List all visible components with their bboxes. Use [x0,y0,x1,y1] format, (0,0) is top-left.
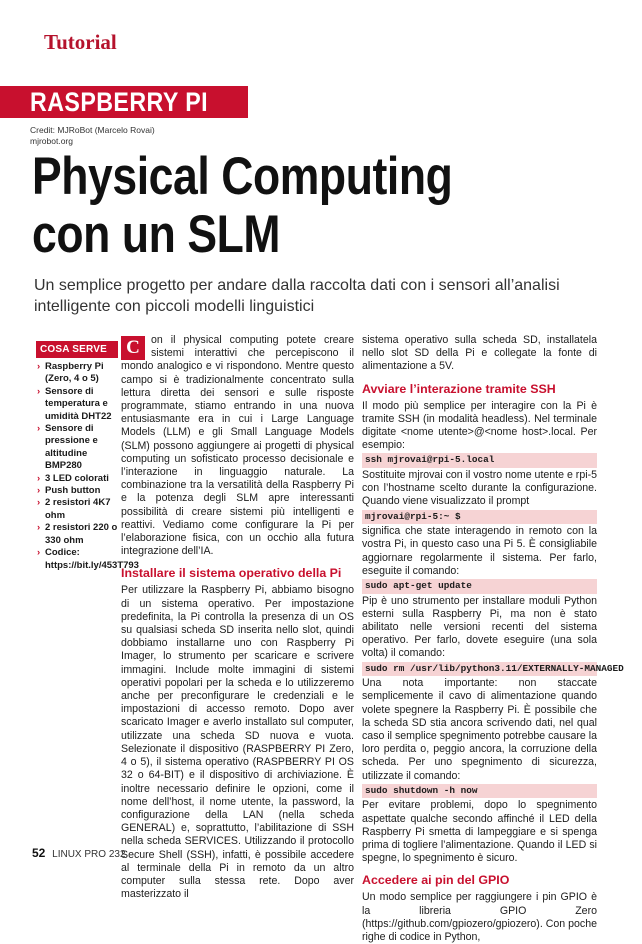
title-line-2: con un SLM [32,205,281,264]
requirement-item: › Push button [36,485,118,497]
credit-line: Credit: MJRoBot (Marcelo Rovai) [30,125,155,135]
heading-gpio: Accedere ai pin del GPIO [362,873,510,888]
paragraph: Per evitare problemi, dopo lo spegnimento aspettate qualche secondo affinché il LED della Raspberry Pi smetta di lampeggiare e si spenga prima di togliere l’alimentazione. Quando il LED si spegne, lo spegnimento è sicuro. [362,799,597,865]
requirement-item: › 2 resistori 4K7 ohm [36,497,118,522]
code-command: mjrovai@rpi-5:~ $ [362,510,597,525]
install-os-paragraph: Per utilizzare la Raspberry Pi, abbiamo bisogno di un sistema operativo. Per impostazione predefinita, la Pi controlla la presenza di un OS su qualsiasi scheda SD inserita nello slot, quindi dobbiamo installarne uno con Raspberry Pi Imager, lo strumento per scaricare e scrivere immagini. Include molte immagini di sistemi operativi popolari per la scheda e lo utilizzeremo anche per preconfigurare le credenziali e le impostazioni di accesso remoto. Dopo aver scaricato Imager e averlo installato sul computer, utilizzate una scheda SD nuova e vuota. Selezionate il dispositivo (RASPBERRY PI Zero, 4 o 5), il sistema operativo (RASPBERRY PI OS 32 o 64-BIT) e il dispositivo di archiviazione. È inoltre necessario definire le opzioni, come il nome dell’host, il nome utente, la password, la configurazione della LAN (nella scheda GENERAL) e, soprattutto, l’abilitazione di SSH nella scheda SERVICES. Utilizzando il protocollo Secure Shell (SSH), infatti, è possibile accedere al terminale della Pi in remoto da un altro computer sulla stessa rete. Dopo aver masterizzato il [121,584,354,901]
drop-cap: C [121,336,145,360]
page-footer [32,846,126,860]
paragraph: Un modo semplice per raggiungere i pin GPIO è la libreria GPIO Zero (https://github.com/gpiozero/gpiozero). Con poche righe di codice in Python, [362,891,597,944]
code-command: sudo shutdown -h now [362,784,597,799]
section-label: Tutorial [44,30,117,54]
requirements-list [36,361,139,572]
credit-site: mjrobot.org [30,136,73,146]
requirement-item: › 3 LED colorati [36,473,118,485]
paragraph: sistema operativo sulla scheda SD, installatela nello slot SD della Pi e collegate la fonte di alimentazione a 5V. [362,334,597,373]
requirements-box [36,341,139,572]
photo-credits [30,125,155,147]
article-subtitle: Un semplice progetto per andare dalla raccolta dati con i sensori all’analisi intelligente con piccoli modelli linguistici [34,277,560,315]
requirement-item: › Sensore di pressione e altitudine BMP280 [36,423,118,473]
requirement-item: › Raspberry Pi (Zero, 4 o 5) [36,361,118,386]
requirement-item-code-link[interactable]: › Codice: https://bit.ly/453T793 [36,547,118,572]
paragraph: Sostituite mjrovai con il vostro nome utente e rpi-5 con l’hostname scelto durante la configurazione. Quando viene visualizzato il prompt [362,469,597,508]
code-command: ssh mjrovai@rpi-5.local [362,453,597,468]
code-command: sudo apt-get update [362,579,597,594]
paragraph: significa che state interagendo in remoto con la vostra Pi, in questo caso una Pi 5. È consigliabile aggiornare regolarmente il sistema. Per farlo, eseguite il comando: [362,525,597,577]
article-column-2 [362,334,624,944]
heading-ssh: Avviare l’interazione tramite SSH [362,381,556,396]
article-title [32,148,452,264]
intro-paragraph [121,334,354,558]
article-column-1 [121,334,354,901]
paragraph: Il modo più semplice per interagire con la Pi è tramite SSH (in modalità headless). Nel terminale digitate <nome utente>@<nome host>.local. Per esempio: [362,399,597,452]
paragraph: Pip è uno strumento per installare moduli Python esterni sulla Raspberry Pi, ma non è stato abilitato nelle versioni recenti del sistema operativo. Per farlo, dovete eseguire (una sola volta) il comando: [362,594,597,660]
heading-install-os: Installare il sistema operativo della Pi [121,566,342,581]
requirement-item: › 2 resistori 220 o 330 ohm [36,522,118,547]
magazine-issue: LINUX PRO 232 [52,849,126,860]
requirement-item: › Sensore di temperatura e umidità DHT22 [36,386,118,423]
paragraph: Una nota importante: non staccate semplicemente il cavo di alimentazione quando volete spegnere la Raspberry Pi. È possibile che la scheda SD stia ancora scrivendo dati, nel qual caso il semplice spegnimento potrebbe causare la loro perdita o, peggio ancora, la corruzione della scheda. Per uno spegnimento di sicurezza, utilizzate il comando: [362,677,597,782]
code-command: sudo rm /usr/lib/python3.11/EXTERNALLY-MANAGED [362,662,597,677]
title-line-1: Physical Computing [32,147,453,206]
requirements-title: COSA SERVE [36,341,118,358]
intro-text: on il physical computing potete creare sistemi interattivi che percepiscono il mondo analogico e vi rispondono. Mentre questo campo si è tradizionalmente concentrato sulla lettura diretta dei sensori e sulle risposte programmate, stiamo entrando in una nuova entusiasmante era in cui i Large Language Models (LLM) e gli Small Language Models (SLM) possono aggiungere ai progetti di physical computing un sofisticato processo decisionale e l’interazione in linguaggio naturale. La combinazione tra la versatilità della Raspberry Pi e la potenza degli SLM apre interessanti possibilità di creare sistemi più intelligenti e reattivi. Vediamo come configurare la Pi per l’elaborazione fisica, con un occhio alla futura integrazione dell’IA. [121,334,354,558]
page-number: 52 [32,846,46,860]
series-banner-text: RASPBERRY PI [30,87,209,117]
